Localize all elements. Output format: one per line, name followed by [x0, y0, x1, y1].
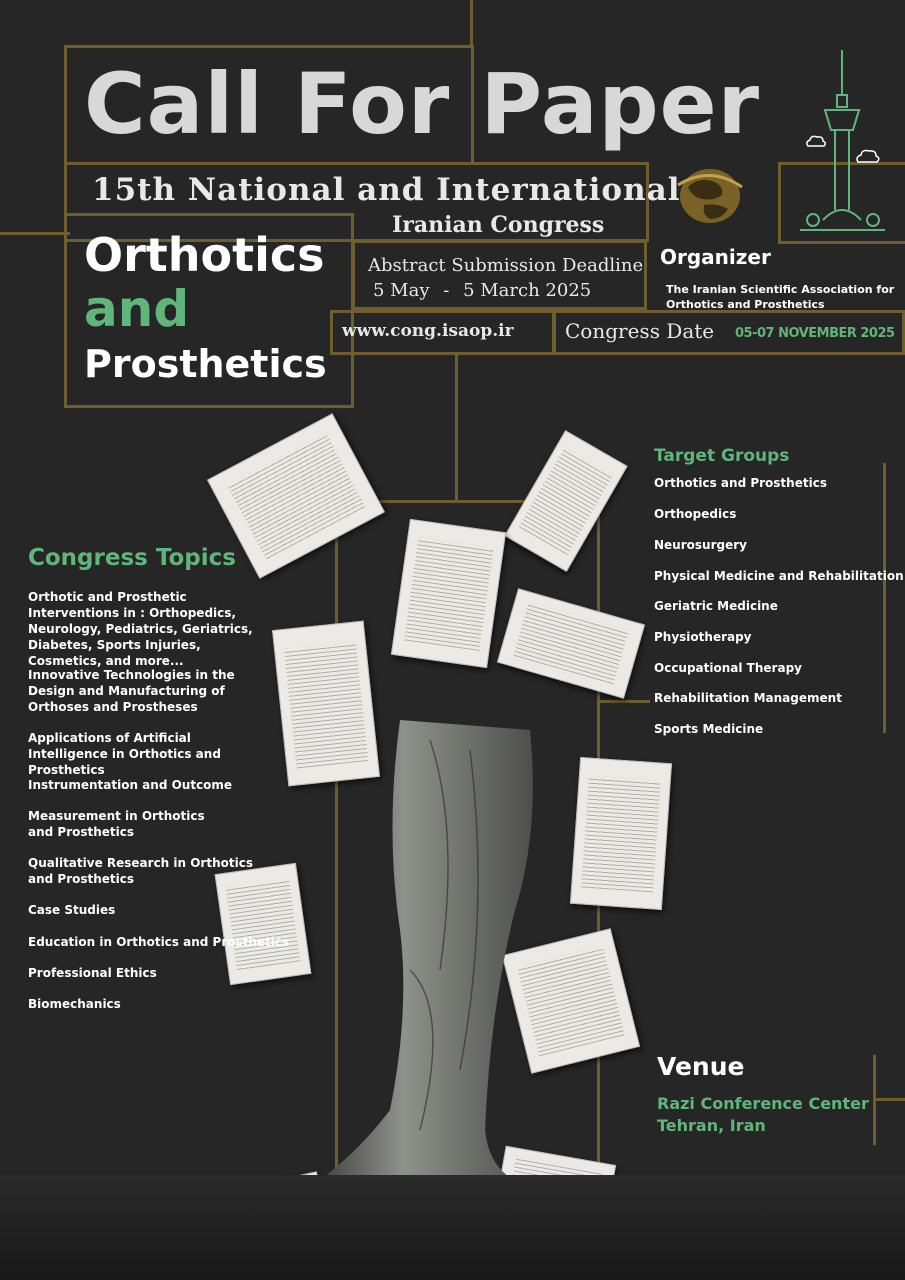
website-link[interactable]: www.cong.isaop.ir: [342, 321, 514, 341]
topic-item: Case Studies: [28, 903, 116, 917]
topic-item: Innovative Technologies in the Design and Manufacturing of Orthoses and Prostheses: [28, 668, 235, 714]
target-item: Sports Medicine: [654, 722, 764, 736]
deadline-label: Abstract Submission Deadline: [368, 255, 644, 276]
congress-date-label: Congress Date: [565, 319, 715, 343]
topic-item: Biomechanics: [28, 997, 121, 1011]
frame-line: [455, 352, 458, 502]
topic-item: Measurement in Orthotics and Prosthetics: [28, 809, 205, 839]
congress-date-value: 05-07 NOVEMBER 2025: [735, 326, 895, 341]
frame-line: [470, 0, 473, 48]
globe-logo-icon: [674, 165, 746, 227]
organizer-name-line1: The Iranian Scientific Association for: [666, 283, 895, 296]
floor-shadow: [0, 1175, 905, 1280]
deadline-separator: -: [443, 280, 450, 301]
congress-line2: Iranian Congress: [392, 212, 605, 238]
page-title: Call For Paper: [84, 55, 761, 153]
organizer-heading: Organizer: [660, 245, 771, 269]
target-item: Physical Medicine and Rehabilitation: [654, 569, 904, 583]
frame-line: [876, 1098, 905, 1101]
topic-title-line2: and: [84, 280, 190, 338]
frame-line: [600, 700, 650, 703]
topic-item: Orthotic and Prosthetic Interventions in : Orthopedics, Neurology, Pediatrics, Geriatrics, Diabetes, Sports Injuries, Cosmetics, and more...: [28, 590, 253, 668]
topic-title-line3: Prosthetics: [84, 342, 327, 386]
paper-image: [391, 519, 506, 668]
venue-heading: Venue: [657, 1052, 745, 1081]
prosthesis-image: [300, 710, 560, 1240]
target-item: Occupational Therapy: [654, 661, 802, 675]
paper-image: [497, 588, 645, 698]
topic-item: Education in Orthotics and Prosthetics: [28, 935, 290, 949]
deadline-dates: [373, 280, 591, 301]
target-item: Orthotics and Prosthetics: [654, 476, 827, 490]
frame-line: [883, 463, 886, 733]
deadline-start: 5 May: [373, 280, 430, 301]
organizer-name-line2: Orthotics and Prosthetics: [666, 298, 825, 311]
deadline-end: 5 March 2025: [463, 280, 592, 301]
topic-item: Applications of Artificial Intelligence in Orthotics and Prosthetics: [28, 731, 221, 777]
congress-line1: 15th National and International: [92, 172, 681, 208]
target-item: Neurosurgery: [654, 538, 747, 552]
topic-item: Professional Ethics: [28, 966, 157, 980]
target-groups-heading: Target Groups: [654, 446, 790, 466]
target-item: Physiotherapy: [654, 630, 752, 644]
paper-image: [570, 757, 672, 910]
congress-topics-heading: Congress Topics: [28, 545, 236, 571]
topic-title-line1: Orthotics: [84, 228, 325, 282]
target-item: Orthopedics: [654, 507, 737, 521]
cloud-icon: [805, 134, 827, 148]
topic-item: Instrumentation and Outcome: [28, 778, 233, 792]
target-item: Geriatric Medicine: [654, 599, 778, 613]
cloud-icon: [855, 148, 881, 164]
topic-item: Qualitative Research in Orthotics and Prosthetics: [28, 856, 253, 886]
venue-line2: Tehran, Iran: [657, 1116, 766, 1135]
target-item: Rehabilitation Management: [654, 691, 842, 705]
venue-line1: Razi Conference Center: [657, 1094, 869, 1113]
frame-line: [0, 232, 70, 235]
